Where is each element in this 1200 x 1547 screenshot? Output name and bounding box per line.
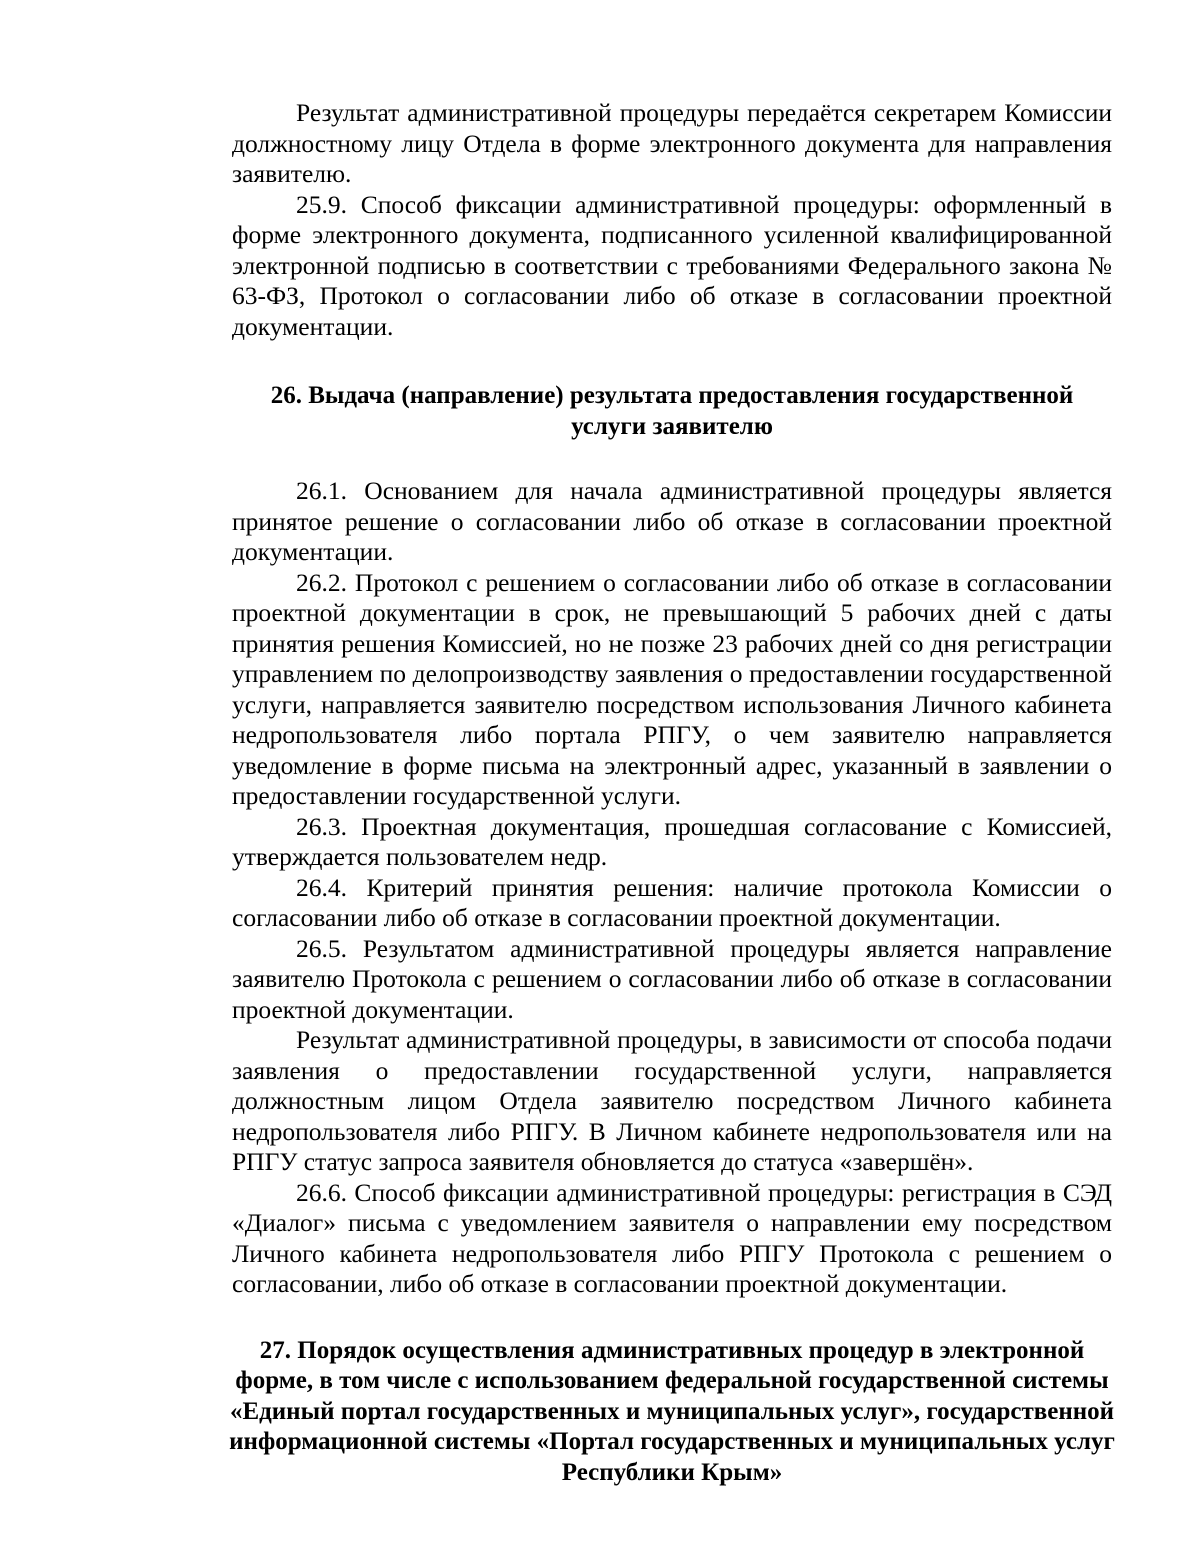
paragraph-26-6: 26.6. Способ фиксации административной процедуры: регистрация в СЭД «Диалог» письма с уведомлением заявителя о направлении ему посредством Личного кабинета недропользователя либо РПГУ Протокола с решением о согласовании, либо об отказе в согласовании проектной документации. — [232, 1177, 1112, 1298]
paragraph-26-1: 26.1. Основанием для начала административной процедуры является принятое решение о согласовании либо об отказе в согласовании проектной документации. — [232, 476, 1112, 566]
section-27-heading: 27. Порядок осуществления административных процедур в электронной форме, в том числе с использованием федеральной государственной системы «Единый портал государственных и муниципальных услуг», государственной информационной системы «Портал государственных и муниципальных услуг Республики Крым» — [229, 1336, 1115, 1486]
paragraph-26-5: 26.5. Результатом административной процедуры является направление заявителю Протокола с решением о согласовании либо об отказе в согласовании проектной документации. — [232, 933, 1112, 1024]
paragraph-26-5-result: Результат административной процедуры, в зависимости от способа подачи заявления о предоставлении государственной услуги, направляется должностным лицом Отдела заявителю посредством Личного кабинета недропользователя либо РПГУ. В Личном кабинете недропользователя или на РПГУ статус запроса заявителя обновляется до статуса «завершён». — [232, 1025, 1112, 1176]
paragraph-25-9: 25.9. Способ фиксации административной процедуры: оформленный в форме электронного документа, подписанного усиленной квалифицированной электронной подписью в соответствии с требованиями Федерального закона № 63-ФЗ, Протокол о согласовании либо об отказе в согласовании проектной документации. — [232, 189, 1112, 341]
document-page — [229, 98, 1115, 1488]
section-26-heading: 26. Выдача (направление) результата предоставления государственной услуги заявителю — [270, 382, 1074, 440]
paragraph-26-3: 26.3. Проектная документация, прошедшая согласование с Комиссией, утверждается пользователем недр. — [232, 811, 1112, 871]
paragraph-26-4: 26.4. Критерий принятия решения: наличие протокола Комиссии о согласовании либо об отказе в согласовании проектной документации. — [232, 872, 1112, 932]
paragraph-26-2: 26.2. Протокол с решением о согласовании либо об отказе в согласовании проектной документации в срок, не превышающий 5 рабочих дней с даты принятия решения Комиссией, но не позже 23 рабочих дней со дня регистрации управлением по делопроизводству заявления о предоставлении государственной услуги, направляется заявителю посредством использования Личного кабинета недропользователя либо портала РПГУ, о чем заявителю направляется уведомление в форме письма на электронный адрес, указанный в заявлении о предоставлении государственной услуги. — [232, 567, 1112, 810]
paragraph-25-result: Результат административной процедуры передаётся секретарем Комиссии должностному лицу Отдела в форме электронного документа для направления заявителю. — [232, 98, 1112, 188]
